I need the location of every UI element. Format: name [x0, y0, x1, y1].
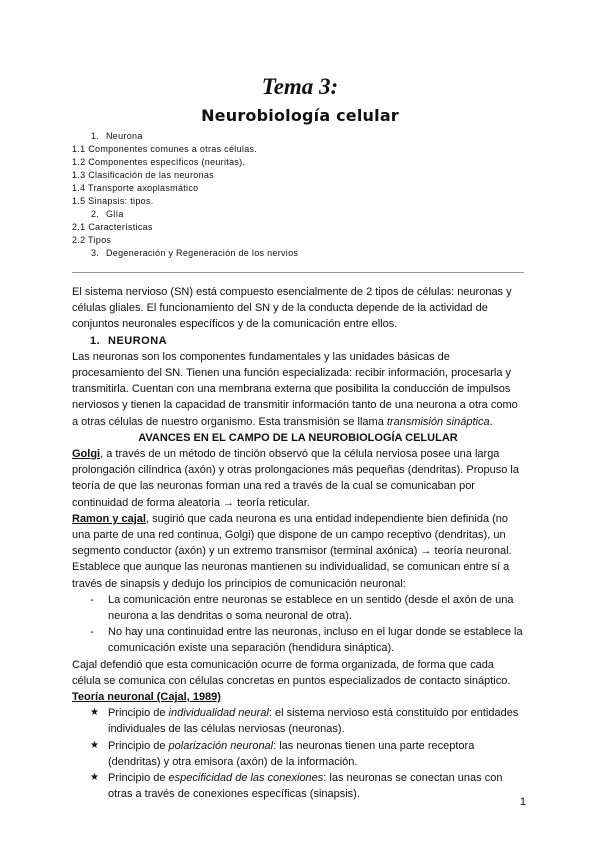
document-title: Tema 3: — [261, 74, 339, 99]
document-subtitle: Neurobiología celular — [201, 106, 399, 125]
golgi-paragraph: Golgi, a través de un método de tinción observó que la célula nerviosa posee una larga prolongación cilíndrica (axón) y otras prolongaciones más pequeñas (dendritas). Propuso la teoría de que las neuronas forman una red a través de la cual se comunicaban por continuidad de forma aleatoria → teoría reticular. — [72, 448, 519, 509]
toc-item — [72, 130, 512, 143]
list-item: - La comunicación entre neuronas se establece en un sentido (desde el axón de una neurona a las dendritas o soma neuronal de otra). — [72, 592, 524, 624]
toc-item-label: Glía — [106, 209, 124, 219]
toc-item-label: Neurona — [106, 131, 143, 141]
toc-item — [72, 182, 512, 195]
theory-list — [72, 705, 524, 802]
star-icon: ★ — [90, 772, 99, 784]
list-item: ★ Principio de individualidad neural: el sistema nervioso está constituido por entidades individuales de las células nerviosas (neuronas). — [90, 707, 519, 736]
star-icon: ★ — [90, 707, 99, 719]
section-number: 1. — [90, 334, 101, 347]
list-item: ★ Principio de especificidad de las conexiones: las neuronas se conectan unas con otras a través de conexiones específicas (sinapsis). — [90, 772, 503, 801]
toc-item-label: Degeneración y Regeneración de los nervios — [106, 248, 299, 258]
establece-paragraph: Establece que aunque las neuronas mantienen su individualidad, se comunican entre sí a través de sinapsis y dedujo los principios de comunicación neuronal: — [72, 561, 510, 590]
theory-heading: Teoría neuronal (Cajal, 1989) — [72, 691, 221, 704]
toc-item — [72, 208, 512, 221]
table-of-contents — [72, 130, 512, 260]
divider — [72, 272, 524, 273]
advances-heading: AVANCES EN EL CAMPO DE LA NEUROBIOLOGÍA CELULAR — [138, 431, 458, 444]
toc-item-number: 3. — [91, 248, 100, 258]
document-body — [72, 284, 524, 803]
list-item: ★ Principio de polarización neuronal: las neuronas tienen una parte receptora (dendritas) y otra emisora (axón) de la información. — [90, 739, 475, 768]
toc-item-label: 1.5 Sinapsis: tipos. — [72, 196, 154, 206]
toc-item-label: 1.2 Componentes específicos (neuritas). — [72, 157, 246, 167]
golgi-name: Golgi — [72, 448, 101, 461]
cajal-name: Ramon y cajal — [72, 512, 146, 525]
toc-item — [72, 169, 512, 182]
cajal-defend-paragraph: Cajal defendió que esta comunicación ocurre de forma organizada, de forma que cada célula se comunica con células concretas en puntos especializados de contacto sináptico. — [72, 658, 511, 687]
toc-item — [72, 221, 512, 234]
toc-item-label: 2.1 Características — [72, 222, 153, 232]
toc-item-number: 2. — [91, 209, 100, 219]
list-item: - No hay una continuidad entre las neuronas, incluso en el lugar donde se establece la comunicación existe una separación (hendidura sináptica). — [72, 624, 524, 656]
toc-item — [72, 247, 512, 260]
page-number: 1 — [519, 796, 526, 808]
emphasis-text: transmisión sináptica — [386, 415, 490, 428]
toc-item-label: 2.2 Tipos — [72, 235, 112, 245]
toc-item — [72, 195, 512, 208]
toc-item-number: 1. — [91, 131, 100, 141]
section-title: NEURONA — [108, 334, 168, 347]
toc-item-label: 1.4 Transporte axoplasmático — [72, 183, 199, 193]
toc-item — [72, 234, 512, 247]
toc-item-label: 1.3 Clasificación de las neuronas — [72, 170, 214, 180]
star-icon: ★ — [90, 739, 99, 751]
toc-item — [72, 156, 512, 169]
intro-paragraph: El sistema nervioso (SN) está compuesto esencialmente de 2 tipos de células: neuronas y células gliales. El funcionamiento del SN y de la conducta depende de la actividad de conjuntos neuronales específicos y de la comunicación entre ellos. — [72, 286, 512, 331]
toc-item — [72, 143, 512, 156]
cajal-paragraph: Ramon y cajal, sugirió que cada neurona es una entidad independiente bien definida (no una parte de una red continua, Golgi) que dispone de un campo receptivo (dendritas), un segmento conductor (axón) y un extremo transmisor (terminal axónica) → teoría neuronal. — [72, 512, 512, 558]
principles-list — [72, 592, 524, 657]
section-heading-neurona — [72, 333, 524, 349]
toc-item-label: 1.1 Componentes comunes a otras células. — [72, 144, 258, 154]
neurona-paragraph: Las neuronas son los componentes fundamentales y las unidades básicas de procesamiento del SN. Tienen una función especializada: recibir información, procesarla y transmitirla. Cuentan con una membrana externa que posibilita la conducción de impulsos nerviosos y tienen la capacidad de transmitir información tanto de una neurona a otra como a otras células de nuestro organismo. Esta transmisión se llama transmisión sináptica. — [72, 350, 518, 428]
